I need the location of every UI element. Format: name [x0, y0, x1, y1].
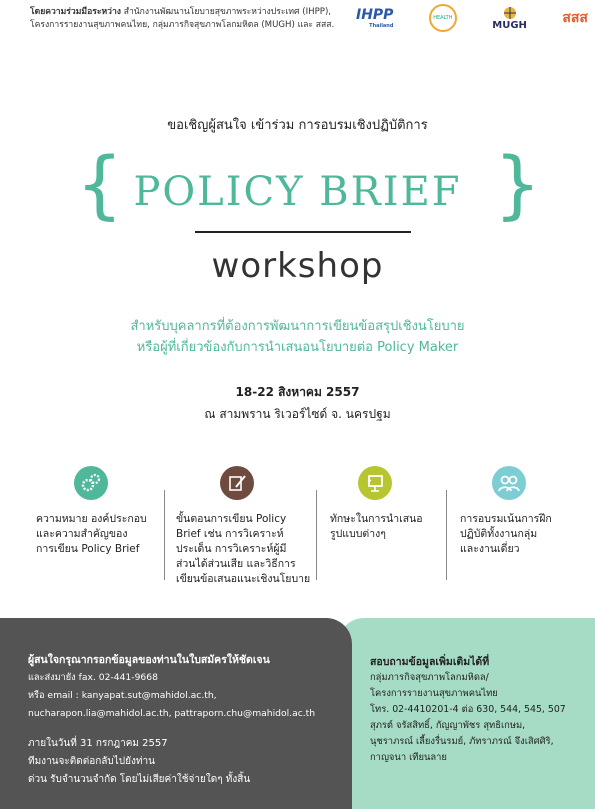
topic-3	[330, 512, 440, 542]
globe-icon	[502, 6, 518, 20]
partners-prefix: โดยความร่วมมือระหว่าง	[30, 7, 121, 17]
page-title: POLICY BRIEF	[133, 169, 462, 215]
partners-line2: โครงการรายงานสุขภาพคนไทย, กลุ่มภารกิจสุขภาพโลกมหิดล (MUGH) และ สสส.	[30, 20, 335, 30]
deadline-line: ภายในวันที่ 31 กรกฎาคม 2557	[28, 738, 168, 749]
topic-2-line: ประเด็น การวิเคราะห์ผู้มี	[176, 543, 287, 555]
thai-health-logo-text: HEALTH	[433, 15, 453, 21]
brace-open: {	[76, 142, 124, 228]
mugh-logo-text: MUGH	[492, 19, 527, 31]
topic-4-line: ปฏิบัติทั้งงานกลุ่ม	[460, 528, 538, 540]
topic-2-line: เขียนข้อเสนอแนะเชิงนโยบาย	[176, 573, 311, 585]
audience-line2: หรือผู้ที่เกี่ยวข้องกับการนำเสนอนโยบายต่อ Policy Maker	[136, 340, 459, 355]
topic-1-line: การเขียน Policy Brief	[36, 543, 140, 555]
sss-logo	[562, 7, 588, 29]
topic-3-line: รูปแบบต่างๆ	[330, 528, 386, 540]
workshop-label: workshop	[211, 246, 384, 286]
group-icon	[492, 466, 526, 500]
topic-divider	[164, 490, 165, 580]
contact-phone: โทร. 02-4410201-4 ต่อ 630, 544, 545, 507	[370, 704, 566, 715]
gears-icon	[74, 466, 108, 500]
ihpp-logo-sub: Thailand	[369, 23, 394, 29]
topic-2-line: ส่วนได้ส่วนเสีย และวิธีการ	[176, 558, 296, 570]
topic-1	[36, 512, 160, 557]
contact-line1: กลุ่มภารกิจสุขภาพโลกมหิดล/	[370, 672, 489, 683]
contact-heading: สอบถามข้อมูลเพิ่มเติมได้ที่	[370, 656, 490, 668]
topic-2-line: ขั้นตอนการเขียน Policy	[176, 513, 287, 525]
pen-icon	[220, 466, 254, 500]
topic-4	[460, 512, 580, 557]
brace-close: }	[494, 142, 542, 228]
registration-heading: ผู้สนใจกรุณากรอกข้อมูลของท่านในใบสมัครให้ชัดเจน	[28, 654, 270, 666]
contact-names1: สุภรต์ จรัสสิทธิ์, กัญญาพัชร สุทธิเกษม,	[370, 720, 526, 731]
sss-logo-text: สสส	[562, 10, 588, 26]
partners-line1: สำนักงานพัฒนานโยบายสุขภาพระหว่างประเทศ (IHPP),	[123, 7, 332, 17]
audience-line1: สำหรับบุคลากรที่ต้องการพัฒนาการเขียนข้อสรุปเชิงนโยบาย	[130, 319, 465, 334]
topic-divider	[316, 490, 317, 580]
invite-text: ขอเชิญผู้สนใจ เข้าร่วม การอบรมเชิงปฏิบัติการ	[167, 118, 428, 133]
topic-4-line: การอบรมเน้นการฝึก	[460, 513, 552, 525]
mugh-logo	[492, 6, 527, 31]
email-line-2[interactable]: nucharapon.lia@mahidol.ac.th, pattraporn.chu@mahidol.ac.th	[28, 708, 316, 719]
limited-line: ด่วน รับจำนวนจำกัด โดยไม่เสียค่าใช้จ่ายใดๆ ทั้งสิ้น	[28, 774, 251, 785]
partner-logos	[356, 2, 588, 34]
topic-2	[176, 512, 312, 587]
topic-2-line: Brief เช่น การวิเคราะห์	[176, 528, 284, 540]
contact-info	[370, 654, 592, 766]
topic-1-line: ความหมาย องค์ประกอบ	[36, 513, 147, 525]
ihpp-logo	[356, 7, 393, 29]
event-venue: ณ สามพราน ริเวอร์ไซด์ จ. นครปฐม	[204, 407, 391, 421]
title-divider	[195, 231, 411, 233]
ihpp-logo-text: IHPP	[356, 7, 394, 23]
presentation-icon	[358, 466, 392, 500]
contact-names2: นุชราภรณ์ เลี้ยงรื่นรมย์, ภัทราภรณ์ จึงเสิศศิริ,	[370, 736, 554, 747]
fax-line: และส่งมายัง fax. 02-441-9668	[28, 672, 158, 683]
event-date: 18-22 สิงหาคม 2557	[235, 385, 360, 399]
topic-divider	[446, 490, 447, 580]
email-line-1[interactable]: หรือ email : kanyapat.sut@mahidol.ac.th,	[28, 690, 217, 701]
contact-line2: โครงการรายงานสุขภาพคนไทย	[370, 688, 498, 699]
contact-back-line: ทีมงานจะติดต่อกลับไปยังท่าน	[28, 756, 155, 767]
topic-3-line: ทักษะในการนำเสนอ	[330, 513, 423, 525]
audience-text	[0, 316, 595, 358]
partners-text	[30, 6, 348, 32]
topic-4-line: และงานเดี่ยว	[460, 543, 520, 555]
registration-info	[28, 651, 348, 789]
thai-health-logo	[429, 4, 457, 32]
topic-1-line: และความสำคัญของ	[36, 528, 128, 540]
contact-names3: กาญจนา เทียนลาย	[370, 752, 447, 763]
